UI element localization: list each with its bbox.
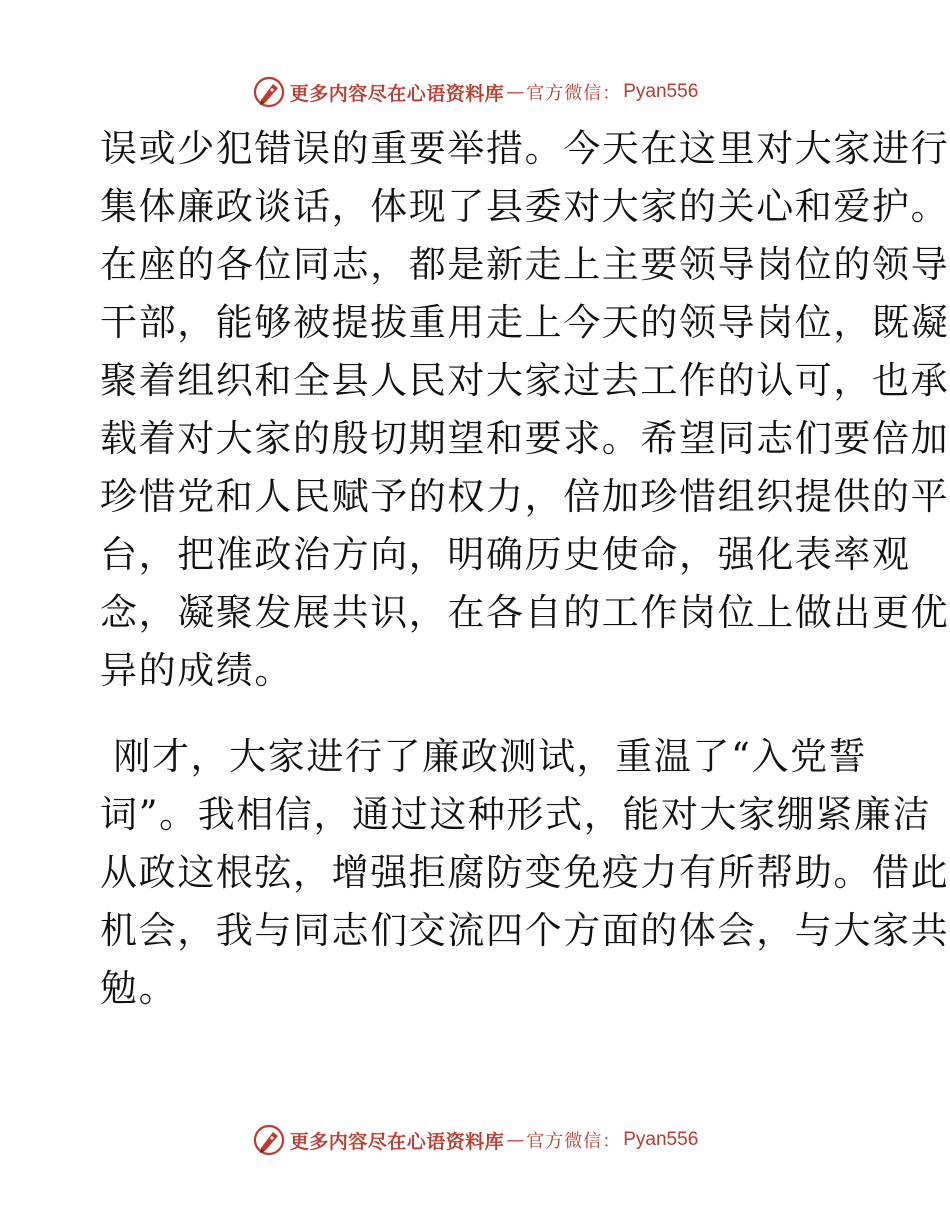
text-line: 台，把准政治方向，明确历史使命，强化表率观 [100,533,911,576]
text-line: 念，凝聚发展共识，在各自的工作岗位上做出更优 [100,591,950,634]
header-wechat-label: 官方微信： [526,83,622,104]
document-body [100,120,950,1018]
text-line: 集体廉政谈话，体现了县委对大家的关心和爱护。 [100,185,950,228]
paragraph [100,120,950,700]
text-line: 机会，我与同志们交流四个方面的体会，与大家共 [100,909,950,952]
footer-wechat-id: Pyan556 [623,1129,699,1150]
text-line: 异的成绩。 [100,649,293,692]
footer-banner [0,1120,950,1160]
text-line: 干部，能够被提拔重用走上今天的领导岗位，既凝 [100,301,950,344]
text-line: 珍惜党和人民赋予的权力，倍加珍惜组织提供的平 [100,475,950,518]
footer-dash: — [506,1129,525,1151]
text-line: 词”。我相信，通过这种形式，能对大家绷紧廉洁 [100,793,932,836]
text-line: 勉。 [100,967,178,1010]
text-line: 刚才，大家进行了廉政测试，重温了“入党誓 [100,735,868,778]
text-line: 从政这根弦，增强拒腐防变免疫力有所帮助。借此 [100,851,950,894]
text-line: 误或少犯错误的重要举措。今天在这里对大家进行 [100,127,950,170]
footer-wechat-label: 官方微信： [526,1131,622,1152]
footer-main-text: 更多内容尽在心语资料库 [289,1130,505,1153]
pen-logo-icon [252,1123,286,1157]
text-line: 在座的各位同志，都是新走上主要领导岗位的领导 [100,243,950,286]
header-wechat-id: Pyan556 [623,81,699,102]
paragraph-spacer [100,700,860,728]
paragraph [100,728,950,1018]
header-main-text: 更多内容尽在心语资料库 [289,82,505,105]
pen-logo-icon [252,75,286,109]
text-line: 载着对大家的殷切期望和要求。希望同志们要倍加 [100,417,950,460]
header-dash: — [506,81,525,103]
text-line: 聚着组织和全县人民对大家过去工作的认可，也承 [100,359,950,402]
header-banner [0,72,950,112]
